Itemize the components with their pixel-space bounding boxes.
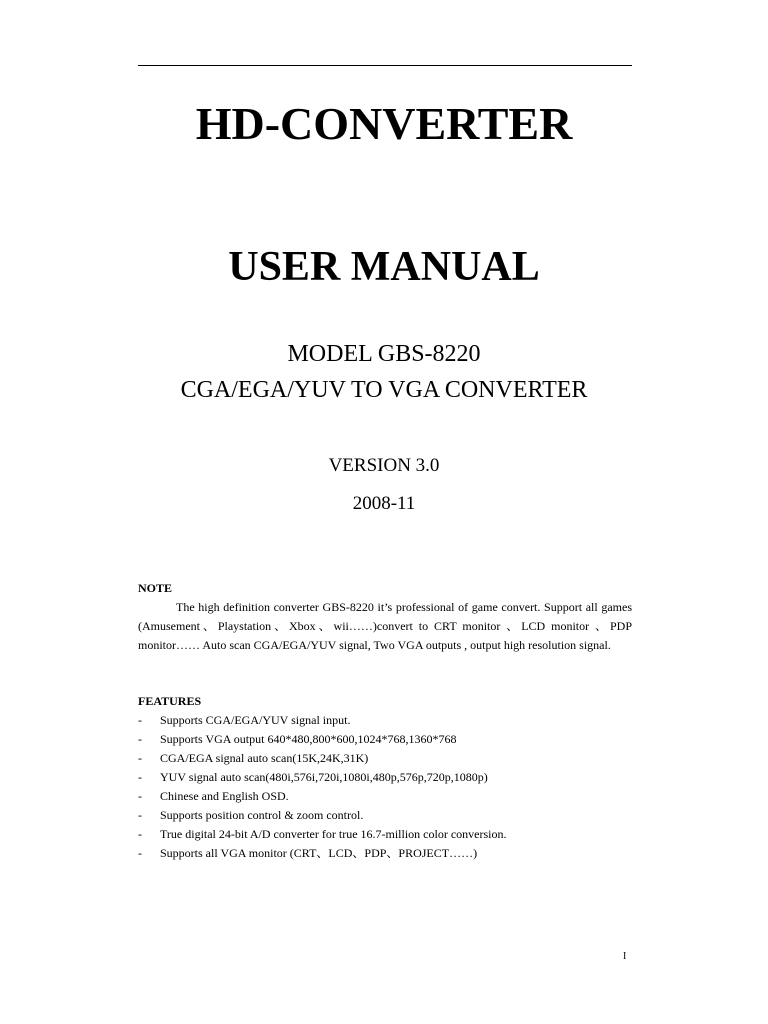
feature-item xyxy=(138,768,632,787)
top-rule xyxy=(138,65,632,66)
feature-text: True digital 24-bit A/D converter for true 16.7-million color conversion. xyxy=(160,827,507,841)
feature-bullet: - xyxy=(138,713,142,727)
feature-item xyxy=(138,787,632,806)
converter-description: CGA/EGA/YUV TO VGA CONVERTER xyxy=(180,377,588,403)
document-title: HD-CONVERTER xyxy=(195,98,573,149)
feature-text: Supports VGA output 640*480,800*600,1024*768,1360*768 xyxy=(160,732,457,746)
model-line: MODEL GBS-8220 xyxy=(287,341,481,367)
note-body: The high definition converter GBS-8220 it’s professional of game convert. Support all games (Amusement、Playstation、Xbox、wii……)convert to CRT monitor 、LCD monitor 、PDP monitor…… Auto scan CGA/EGA/YUV signal, Two VGA outputs , output high resolution signal. xyxy=(138,600,632,652)
note-heading: NOTE xyxy=(138,581,173,595)
feature-text: Chinese and English OSD. xyxy=(160,789,289,803)
feature-bullet: - xyxy=(138,732,142,746)
date-line: 2008-11 xyxy=(352,493,416,514)
feature-text: Supports CGA/EGA/YUV signal input. xyxy=(160,713,351,727)
features-section xyxy=(138,692,632,863)
feature-text: YUV signal auto scan(480i,576i,720i,1080i,480p,576p,720p,1080p) xyxy=(160,770,488,784)
feature-text: CGA/EGA signal auto scan(15K,24K,31K) xyxy=(160,751,369,765)
feature-item xyxy=(138,711,632,730)
feature-bullet: - xyxy=(138,751,142,765)
note-section xyxy=(138,579,632,655)
feature-item xyxy=(138,825,632,844)
feature-bullet: - xyxy=(138,808,142,822)
feature-bullet: - xyxy=(138,789,142,803)
feature-item xyxy=(138,749,632,768)
feature-bullet: - xyxy=(138,770,142,784)
document-subtitle: USER MANUAL xyxy=(228,244,540,290)
feature-bullet: - xyxy=(138,846,142,860)
feature-list xyxy=(138,711,632,863)
feature-text: Supports position control & zoom control. xyxy=(160,808,364,822)
page-number: I xyxy=(623,951,627,962)
feature-item xyxy=(138,806,632,825)
feature-item xyxy=(138,730,632,749)
features-heading: FEATURES xyxy=(138,694,202,708)
version-line: VERSION 3.0 xyxy=(328,455,440,476)
feature-text: Supports all VGA monitor (CRT、LCD、PDP、PROJECT……) xyxy=(160,846,478,860)
feature-bullet: - xyxy=(138,827,142,841)
feature-item xyxy=(138,844,632,863)
